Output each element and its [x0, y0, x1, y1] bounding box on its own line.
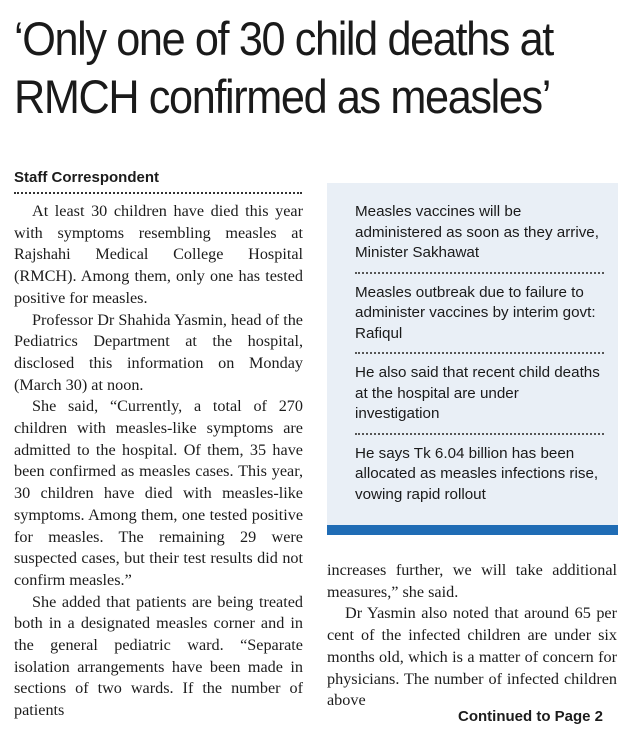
paragraph: Professor Dr Shahida Yasmin, head of the Pediatrics Department at the hospital, disclosed this information on Monday (March 30) at noon.: [14, 310, 303, 394]
headline-line-2: RMCH confirmed as measles’: [14, 70, 551, 123]
paragraph: increases further, we will take additional measures,” she said.: [327, 561, 617, 601]
continued-link[interactable]: Continued to Page 2: [458, 708, 604, 725]
sidebar-item: He also said that recent child deaths at the hospital are under investigation: [355, 354, 604, 435]
paragraph: At least 30 children have died this year with symptoms resembling measles at Rajshahi Medical College Hospital (RMCH). Among them, only one has tested positive for measles.: [14, 202, 303, 307]
paragraph: She added that patients are being treated both in a designated measles corner and in the general pediatric ward. “Separate isolation arrangements have been made in sections of two wards. If the number of patients: [14, 592, 303, 720]
sidebar-item: Measles outbreak due to failure to administer vaccines by interim govt: Rafiqul: [355, 274, 604, 355]
article-right-column: [327, 560, 617, 712]
article-left-column: [14, 201, 303, 722]
highlights-sidebar: [327, 183, 618, 535]
headline: [14, 10, 584, 126]
byline: Staff Correspondent: [14, 168, 302, 194]
sidebar-item: He says Tk 6.04 billion has been allocated as measles infections rise, vowing rapid rollout: [355, 444, 599, 503]
sidebar-item: Measles vaccines will be administered as soon as they arrive, Minister Sakhawat: [355, 183, 604, 274]
paragraph: She said, “Currently, a total of 270 children with measles-like symptoms are admitted to the hospital. Of them, 35 have been confirmed as measles cases. This year, 30 children have died with measles-like symptoms. Among them, one tested positive for measles. The remaining 29 were suspected cases, but their test results did not confirm measles.”: [14, 397, 303, 589]
paragraph: Dr Yasmin also noted that around 65 per cent of the infected children are under six months old, which is a matter of concern for physicians. The number of infected children above: [327, 604, 617, 710]
headline-line-1: ‘Only one of 30 child deaths at: [14, 12, 553, 65]
